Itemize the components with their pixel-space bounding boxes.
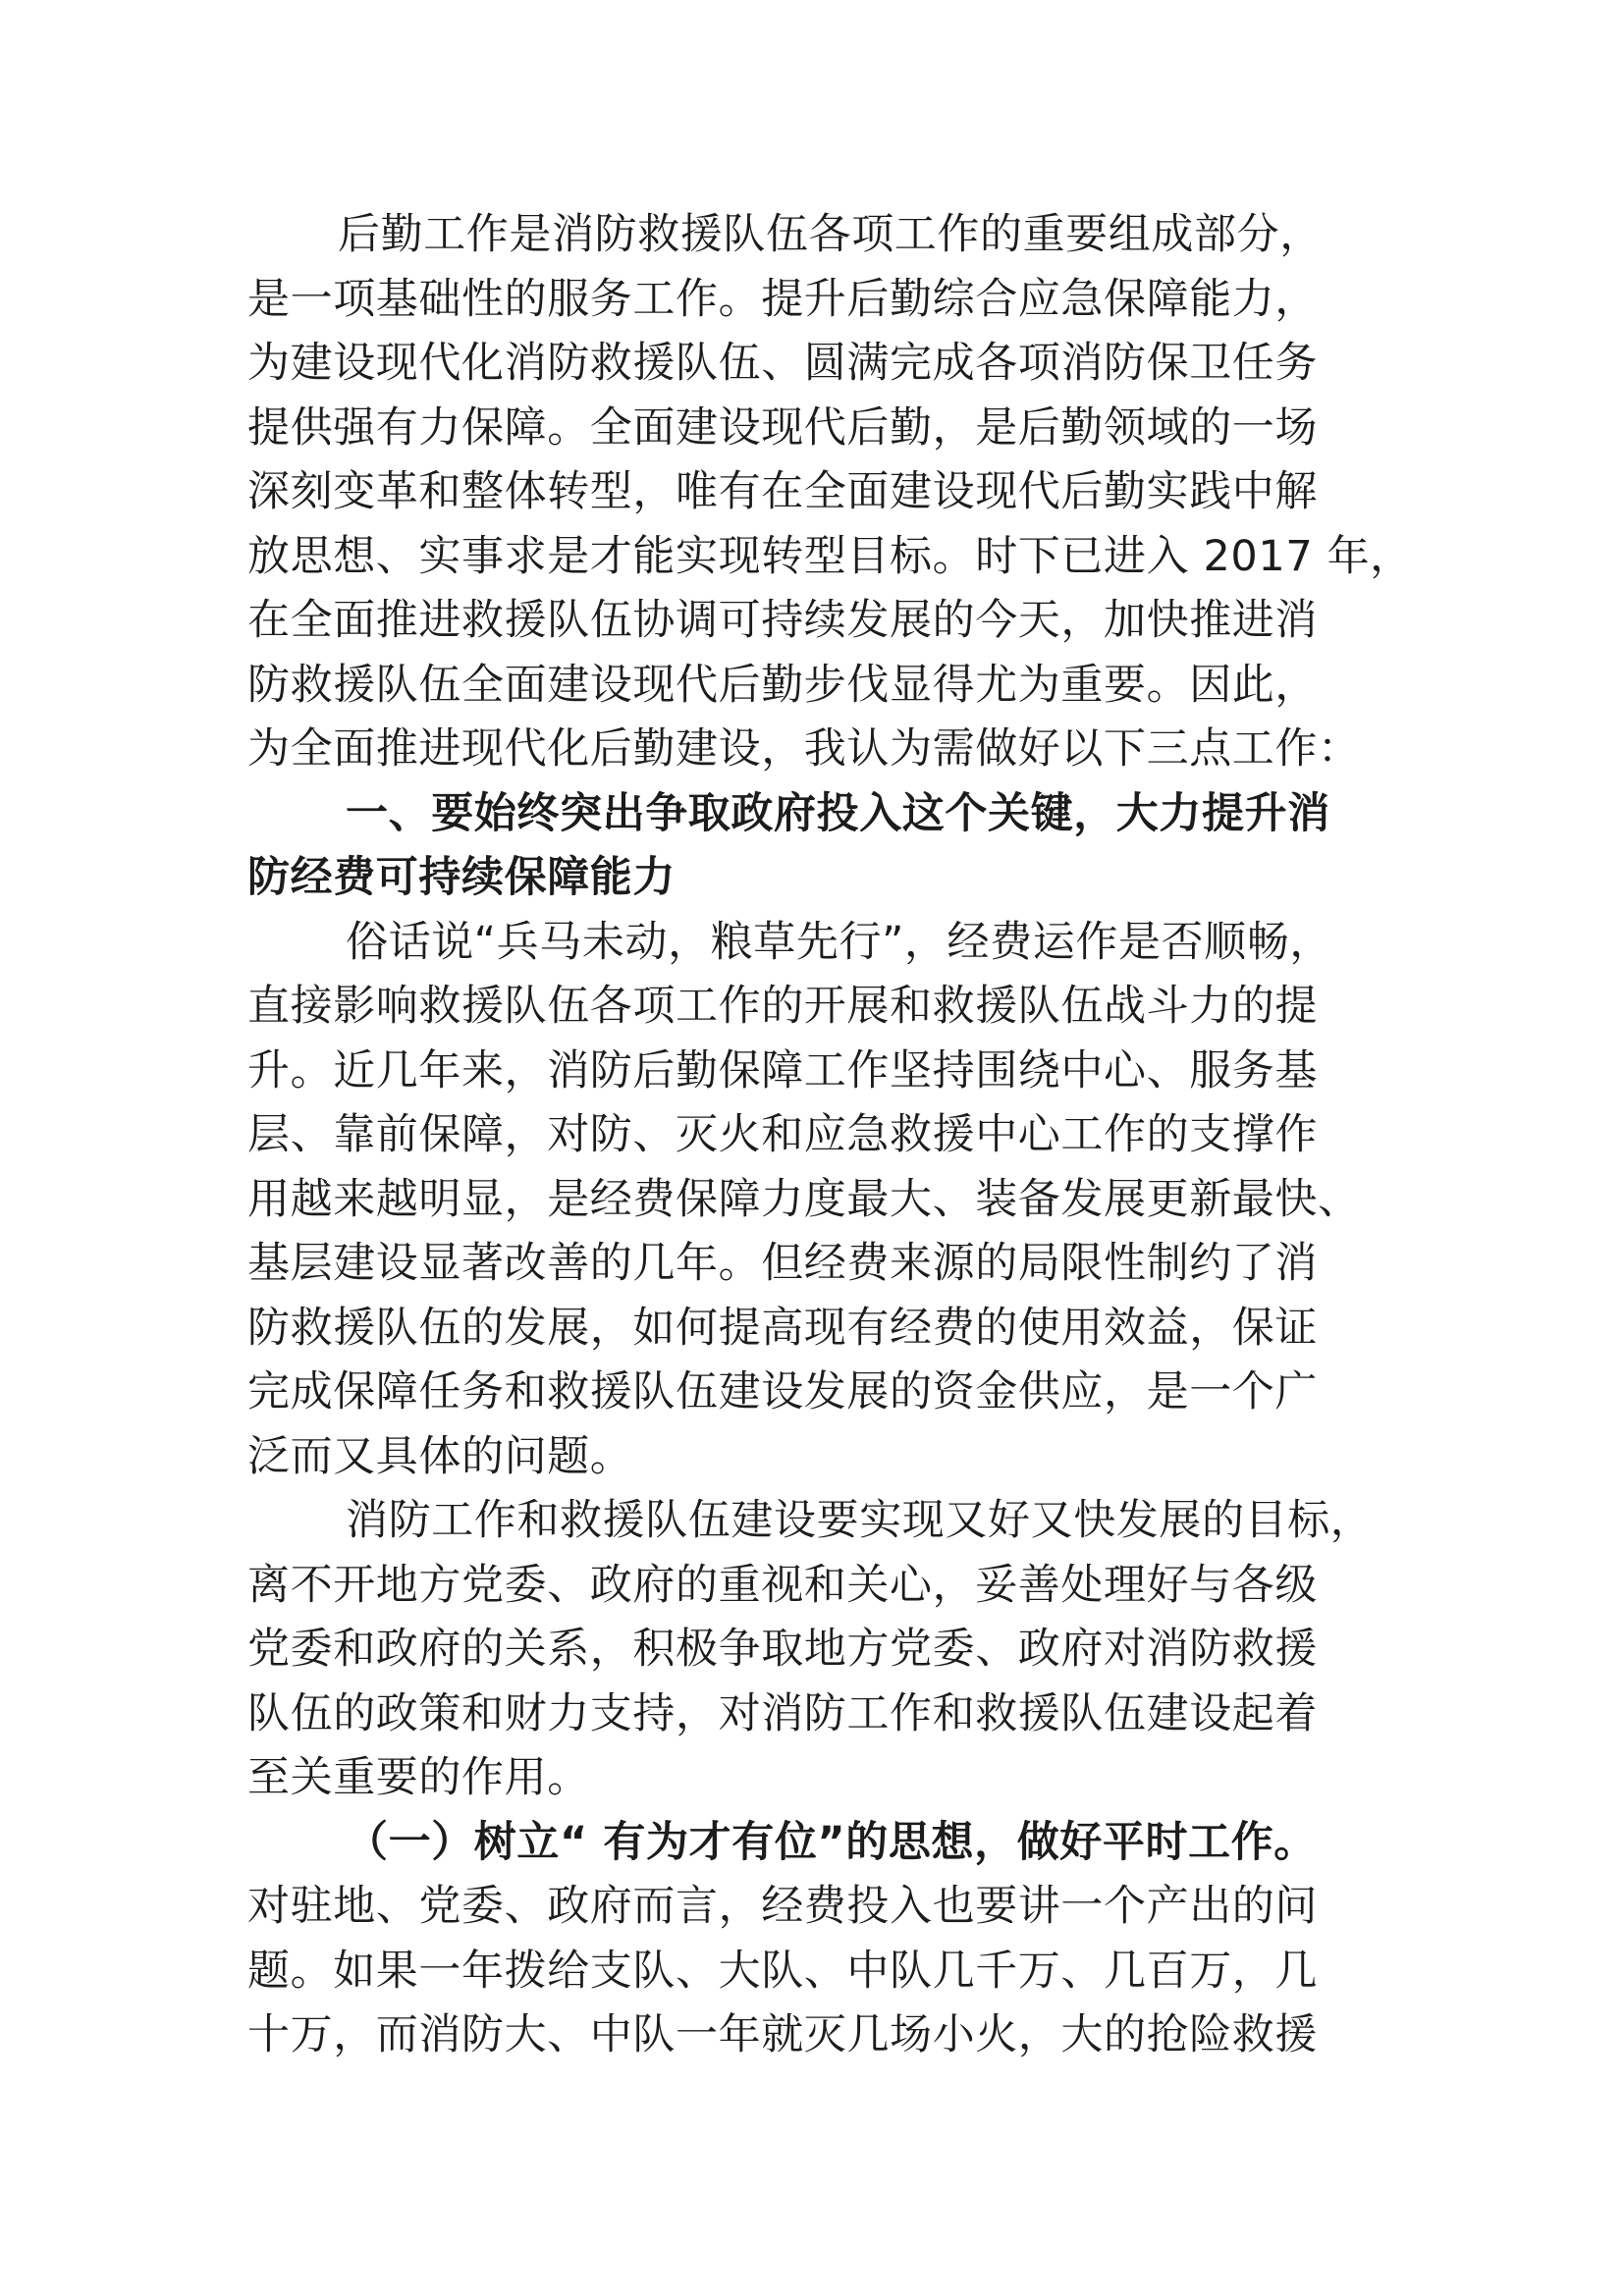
text-line: 泛而又具体的问题。 [247,1431,633,1481]
text-line: 在全面推进救援队伍协调可持续发展的今天，加快推进消 [247,596,1318,645]
text-line: 消防工作和救援队伍建设要实现又好又快发展的目标， [346,1496,1374,1545]
section-heading-line: 一、要始终突出争取政府投入这个关键，大力提升消 [346,788,1330,838]
text-line: 升。近几年来，消防后勤保障工作坚持围绕中心、服务基 [247,1045,1318,1095]
text-line: 队伍的政策和财力支持，对消防工作和救援队伍建设起着 [247,1688,1318,1738]
text-line: 放思想、实事求是才能实现转型目标。时下已进入 2017 年， [247,531,1413,581]
text-line: 为建设现代化消防救援队伍、圆满完成各项消防保卫任务 [247,339,1318,388]
section-heading-line: 防经费可持续保障能力 [247,853,676,902]
text-line: 为全面推进现代化后勤建设，我认为需做好以下三点工作： [247,724,1361,774]
text-line: 是一项基础性的服务工作。提升后勤综合应急保障能力， [247,274,1318,324]
document-body [247,203,1475,2068]
text-line: 直接影响救援队伍各项工作的开展和救援队伍战斗力的提 [247,982,1318,1031]
text-line: 用越来越明显，是经费保障力度最大、装备发展更新最快、 [247,1174,1361,1224]
text-line: 对驻地、党委、政府而言，经费投入也要讲一个产出的问 [247,1882,1318,1931]
text-line: 防救援队伍的发展，如何提高现有经费的使用效益，保证 [247,1303,1318,1353]
text-line: 基层建设显著改善的几年。但经费来源的局限性制约了消 [247,1239,1318,1288]
text-line: 至关重要的作用。 [247,1753,590,1802]
text-line: 深刻变革和整体转型，唯有在全面建设现代后勤实践中解 [247,467,1318,516]
text-line: 党委和政府的关系，积极争取地方党委、政府对消防救援 [247,1625,1318,1674]
text-line: 离不开地方党委、政府的重视和关心，妥善处理好与各级 [247,1560,1318,1610]
subsection-heading-line: （一）树立“ 有为才有位”的思想，做好平时工作。 [346,1817,1317,1867]
text-line: 防救援队伍全面建设现代后勤步伐显得尤为重要。因此， [247,660,1318,710]
text-line: 后勤工作是消防救援队伍各项工作的重要组成部分， [338,210,1323,259]
text-line: 层、靠前保障，对防、灭火和应急救援中心工作的支撑作 [247,1110,1318,1159]
text-line: 提供强有力保障。全面建设现代后勤，是后勤领域的一场 [247,402,1318,453]
text-line: 俗话说“兵马未动，粮草先行”，经费运作是否顺畅， [346,917,1332,967]
text-line: 题。如果一年拨给支队、大队、中队几千万、几百万，几 [247,1946,1318,1996]
text-line: 十万，而消防大、中队一年就灭几场小火，大的抢险救援 [247,2010,1318,2059]
text-line: 完成保障任务和救援队伍建设发展的资金供应，是一个广 [247,1367,1318,1416]
